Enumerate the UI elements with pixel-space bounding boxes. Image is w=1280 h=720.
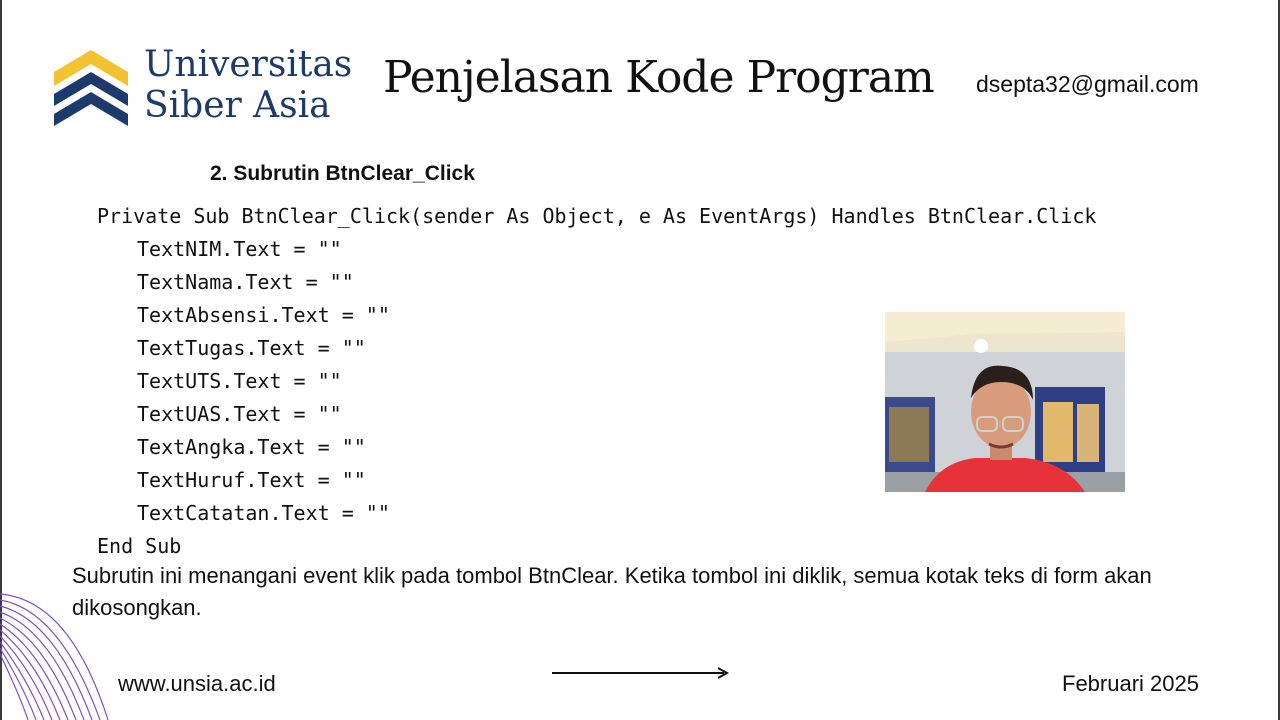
code-line: TextCatatan.Text = "" [137, 501, 390, 525]
footer-date: Februari 2025 [1062, 671, 1199, 696]
footer-website: www.unsia.ac.id [118, 671, 276, 696]
code-line-end: End Sub [97, 534, 182, 558]
university-logo [52, 44, 353, 136]
arrow-right-icon [552, 666, 730, 680]
logo-line-1: Universitas [144, 44, 353, 85]
code-line-signature: Private Sub BtnClear_Click(sender As Object, e As EventArgs) Handles BtnClear.Click [97, 204, 1097, 228]
section-heading: 2. Subrutin BtnClear_Click [210, 162, 475, 185]
description-paragraph: Subrutin ini menangani event klik pada tombol BtnClear. Ketika tombol ini diklik, semua kotak teks di form akan dikosongkan. [72, 563, 1152, 620]
code-line: TextNIM.Text = "" [137, 237, 342, 261]
decorative-wave-lines-icon [0, 590, 112, 720]
author-email: dsepta32@gmail.com [976, 71, 1199, 97]
page-title: Penjelasan Kode Program [383, 52, 934, 103]
logo-line-2: Siber Asia [144, 85, 331, 126]
code-line: TextUAS.Text = "" [137, 402, 342, 426]
code-line: TextHuruf.Text = "" [137, 468, 366, 492]
code-line: TextNama.Text = "" [137, 270, 354, 294]
code-line: TextTugas.Text = "" [137, 336, 366, 360]
logo-emblem-icon [52, 48, 130, 132]
code-line: TextAngka.Text = "" [137, 435, 366, 459]
code-line: TextAbsensi.Text = "" [137, 303, 390, 327]
logo-wordmark [144, 44, 352, 126]
presenter-webcam-overlay [885, 312, 1125, 492]
presenter-video-frame [885, 312, 1125, 492]
code-line: TextUTS.Text = "" [137, 369, 342, 393]
